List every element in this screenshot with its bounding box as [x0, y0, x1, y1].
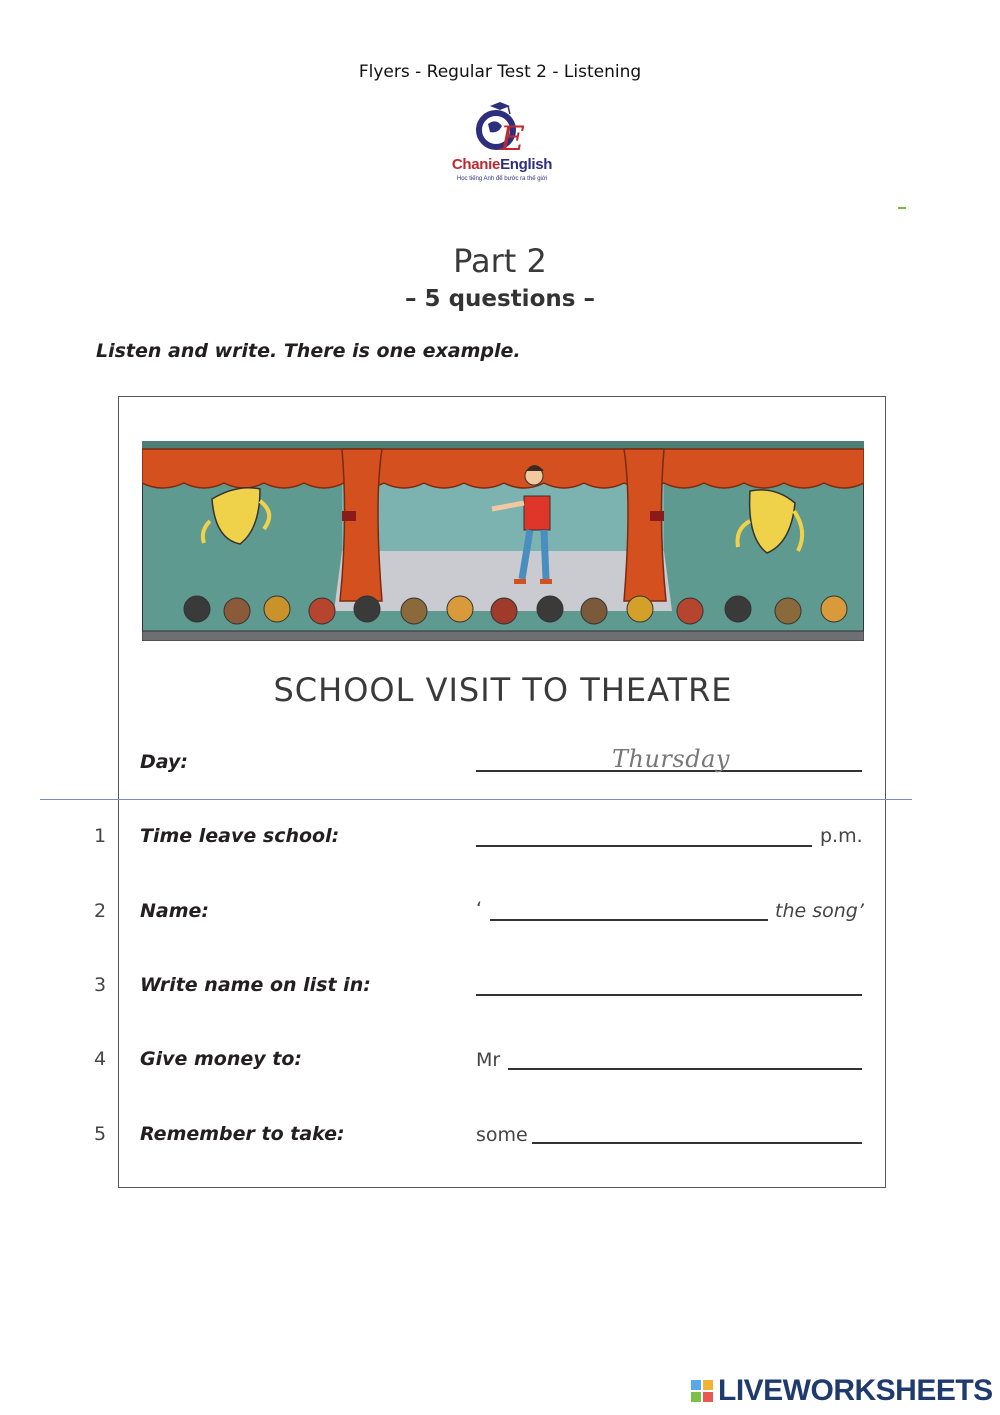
theatre-stage-illustration — [142, 441, 864, 641]
page-header-title: Flyers - Regular Test 2 - Listening — [358, 62, 642, 82]
part-title: Part 2 — [453, 242, 547, 280]
example-label: Day: — [140, 751, 188, 773]
decorative-dash — [898, 207, 906, 209]
instructions: Listen and write. There is one example. — [96, 340, 521, 362]
answer-prefix: Mr — [476, 1049, 501, 1071]
svg-text:E: E — [500, 119, 525, 156]
question-number: 1 — [94, 825, 107, 847]
question-label: Time leave school: — [140, 825, 340, 847]
chanie-english-logo — [440, 100, 564, 186]
answer-prefix: ‘ — [476, 898, 483, 920]
example-answer: Thursday — [612, 745, 730, 773]
liveworksheets-brand — [690, 1374, 993, 1408]
liveworksheets-text: LIVEWORKSHEETS — [718, 1374, 993, 1407]
answer-suffix: the song’ — [775, 900, 864, 922]
answer-line-4[interactable] — [508, 1068, 862, 1070]
logo-name: ChanieEnglish — [451, 156, 553, 173]
question-number: 2 — [94, 900, 107, 922]
horizontal-rule — [40, 799, 912, 800]
question-number: 4 — [94, 1048, 107, 1070]
answer-line-3[interactable] — [476, 994, 862, 996]
question-label: Name: — [140, 900, 210, 922]
answer-line-2[interactable] — [490, 919, 768, 921]
answer-line-1[interactable] — [476, 845, 812, 847]
answer-prefix: some — [476, 1124, 528, 1146]
answer-line-5[interactable] — [532, 1142, 862, 1144]
question-number: 5 — [94, 1123, 107, 1145]
question-label: Remember to take: — [140, 1123, 345, 1145]
part-subtitle: – 5 questions – — [405, 286, 595, 312]
question-number: 3 — [94, 974, 107, 996]
form-title: SCHOOL VISIT TO THEATRE — [273, 671, 733, 709]
logo-tagline: Học tiếng Anh để bước ra thế giới — [456, 176, 548, 182]
answer-suffix: p.m. — [820, 825, 863, 847]
question-label: Write name on list in: — [140, 974, 371, 996]
liveworksheets-logo-icon — [690, 1378, 718, 1404]
question-label: Give money to: — [140, 1048, 302, 1070]
logo-globe-icon — [470, 100, 532, 156]
